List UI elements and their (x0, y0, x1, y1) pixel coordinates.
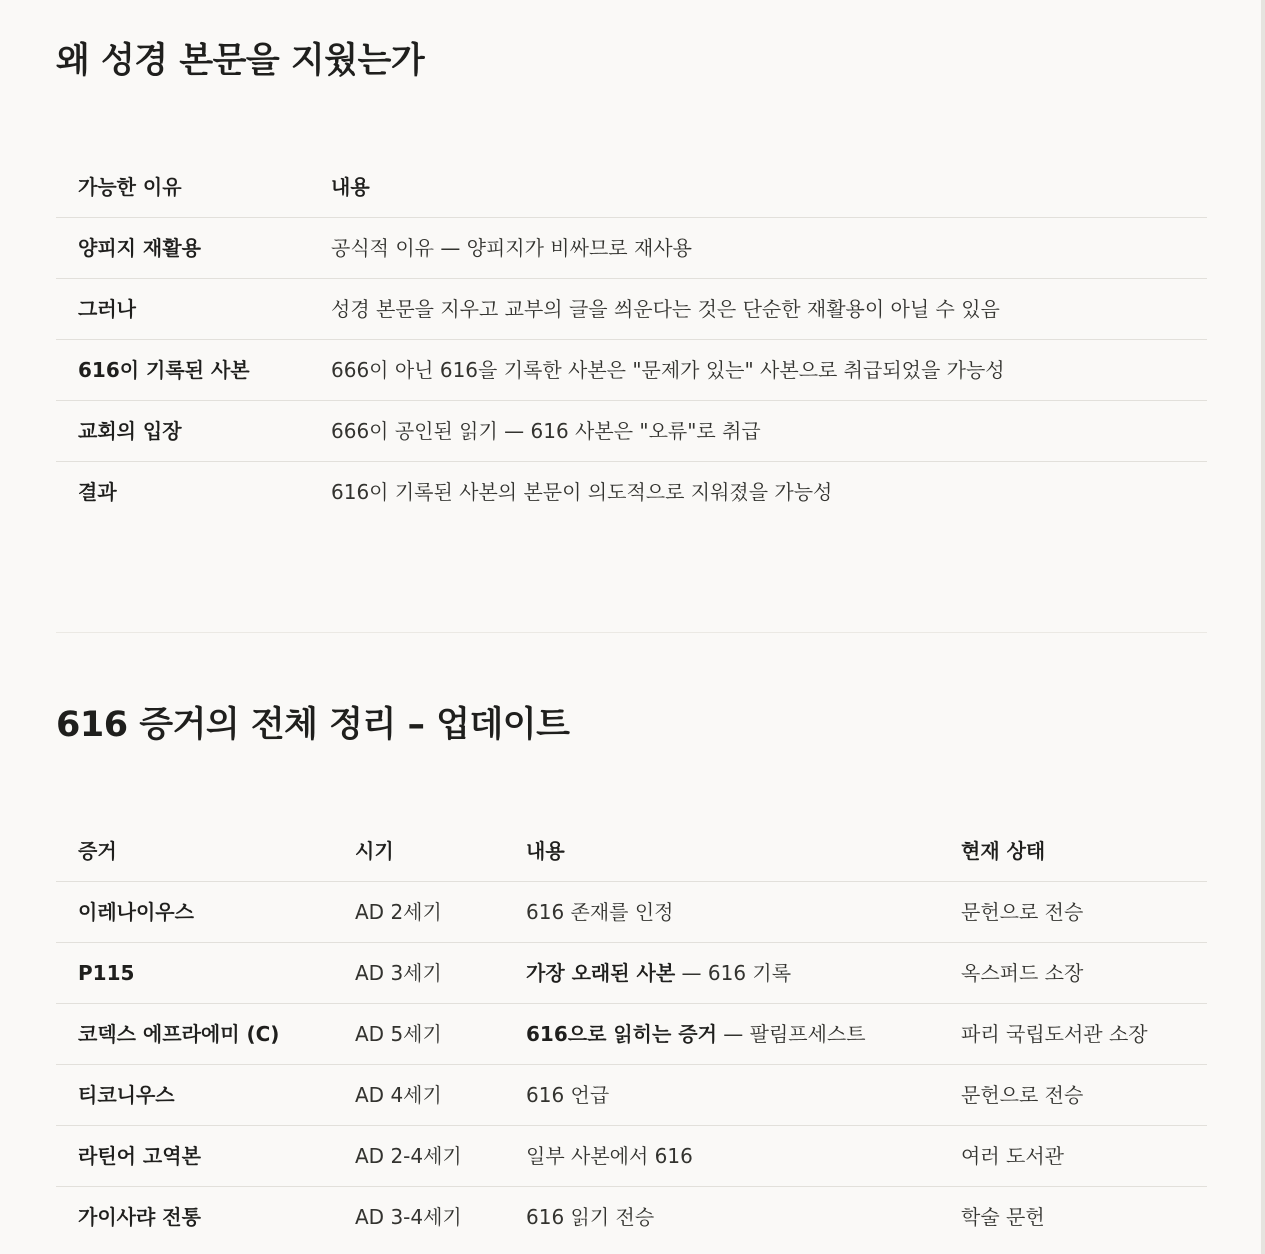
content-text: 일부 사본에서 616 (526, 1144, 693, 1168)
reason-cell: 교회의 입장 (56, 401, 309, 462)
evidence-cell: 라틴어 고역본 (56, 1126, 333, 1187)
status-cell: 문헌으로 전승 (939, 882, 1207, 943)
scrollbar-track[interactable] (1261, 0, 1265, 1254)
table-row (56, 882, 1207, 943)
column-header-period: 시기 (355, 839, 394, 863)
content-cell (504, 943, 939, 1004)
column-header-evidence: 증거 (78, 839, 117, 863)
content-cell (504, 1065, 939, 1126)
section-title-why-erased: 왜 성경 본문을 지웠는가 (56, 41, 425, 81)
reason-cell: 결과 (56, 462, 309, 523)
content-text: 616 존재를 인정 (526, 900, 674, 924)
status-cell: 파리 국립도서관 소장 (939, 1004, 1207, 1065)
status-cell: 여러 도서관 (939, 1126, 1207, 1187)
content-text: — 616 기록 (675, 961, 792, 985)
content-emphasis: 616으로 읽히는 증거 (526, 1022, 717, 1046)
content-text: 616 언급 (526, 1083, 610, 1107)
table-row (56, 401, 1207, 462)
content-cell: 성경 본문을 지우고 교부의 글을 씌운다는 것은 단순한 재활용이 아닐 수 있음 (309, 279, 1207, 340)
content-cell: 공식적 이유 — 양피지가 비싸므로 재사용 (309, 218, 1207, 279)
table-header-row (56, 821, 1207, 882)
table-row (56, 1126, 1207, 1187)
column-header-content: 내용 (526, 839, 565, 863)
table-row (56, 943, 1207, 1004)
column-header-reason: 가능한 이유 (78, 175, 182, 199)
period-cell: AD 2-4세기 (333, 1126, 504, 1187)
content-text: 616 읽기 전승 (526, 1205, 655, 1229)
evidence-cell: 티코니우스 (56, 1065, 333, 1126)
content-cell: 666이 아닌 616을 기록한 사본은 "문제가 있는" 사본으로 취급되었을 가능성 (309, 340, 1207, 401)
period-cell: AD 3세기 (333, 943, 504, 1004)
reason-cell: 그러나 (56, 279, 309, 340)
period-cell: AD 5세기 (333, 1004, 504, 1065)
table-row (56, 1187, 1207, 1248)
reasons-table (56, 157, 1207, 522)
status-cell: 옥스퍼드 소장 (939, 943, 1207, 1004)
table-row (56, 218, 1207, 279)
column-header-content: 내용 (331, 175, 370, 199)
table-row (56, 279, 1207, 340)
evidence-cell: 가이사랴 전통 (56, 1187, 333, 1248)
section-divider (56, 632, 1207, 633)
content-cell (504, 882, 939, 943)
content-text: — 팔림프세스트 (716, 1022, 866, 1046)
reason-cell: 양피지 재활용 (56, 218, 309, 279)
content-cell (504, 1004, 939, 1065)
evidence-cell: 이레나이우스 (56, 882, 333, 943)
table-row (56, 1004, 1207, 1065)
evidence-cell: 코덱스 에프라에미 (C) (56, 1004, 333, 1065)
content-emphasis: 가장 오래된 사본 (526, 961, 676, 985)
status-cell: 문헌으로 전승 (939, 1065, 1207, 1126)
evidence-table (56, 821, 1207, 1247)
content-cell: 666이 공인된 읽기 — 616 사본은 "오류"로 취급 (309, 401, 1207, 462)
table-header-row (56, 157, 1207, 218)
section-title-evidence-summary: 616 증거의 전체 정리 – 업데이트 (56, 705, 570, 745)
evidence-cell: P115 (56, 943, 333, 1004)
column-header-status: 현재 상태 (961, 839, 1046, 863)
period-cell: AD 4세기 (333, 1065, 504, 1126)
content-cell: 616이 기록된 사본의 본문이 의도적으로 지워졌을 가능성 (309, 462, 1207, 523)
table-row (56, 1065, 1207, 1126)
content-cell (504, 1187, 939, 1248)
table-row (56, 462, 1207, 523)
period-cell: AD 3-4세기 (333, 1187, 504, 1248)
reason-cell: 616이 기록된 사본 (56, 340, 309, 401)
content-cell (504, 1126, 939, 1187)
table-row (56, 340, 1207, 401)
period-cell: AD 2세기 (333, 882, 504, 943)
status-cell: 학술 문헌 (939, 1187, 1207, 1248)
